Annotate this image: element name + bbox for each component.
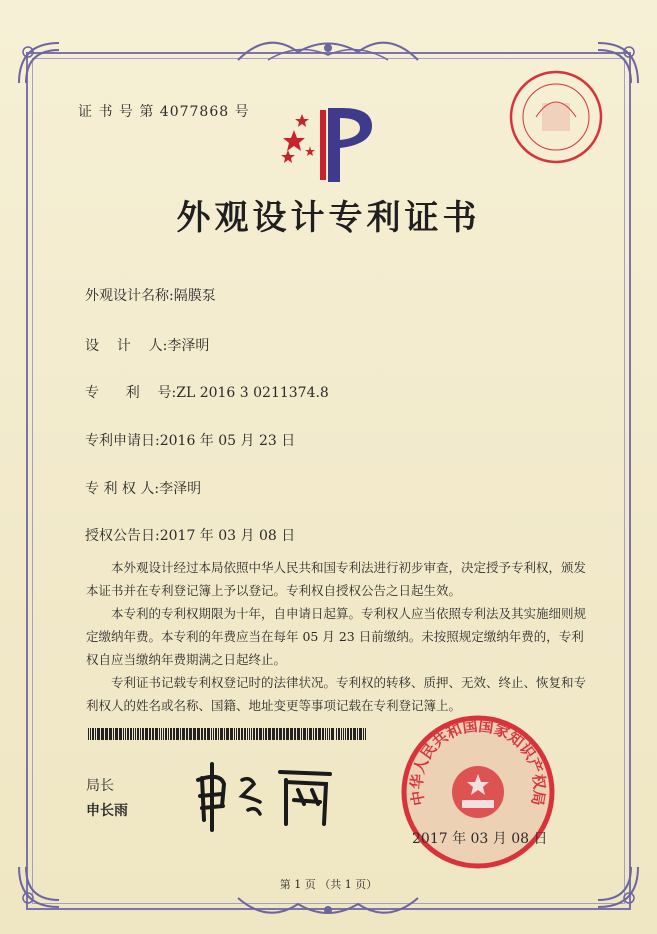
field-label: 专利申请日:	[85, 433, 160, 449]
field-designer	[85, 335, 209, 355]
field-application-date	[85, 430, 295, 450]
body-paragraph: 本外观设计经过本局依照中华人民共和国专利法进行初步审查，决定授予专利权，颁发本证书并在专利登记簿上予以登记。专利权自授权公告之日起生效。	[86, 560, 587, 598]
official-seal	[398, 712, 558, 872]
national-emblem-icon	[452, 766, 504, 818]
field-label: 授权公告日:	[85, 528, 160, 544]
patent-office-emblem-icon	[280, 100, 380, 185]
barcode	[88, 728, 366, 740]
body-paragraph: 专利证书记载专利权登记时的法律状况。专利权的转移、质押、无效、终止、恢复和专利权人的姓名或名称、国籍、地址变更等事项记载在专利登记簿上。	[86, 675, 587, 713]
director-title: 局长	[86, 778, 114, 794]
director-name: 申长雨	[86, 803, 128, 819]
field-design-name	[85, 285, 216, 305]
top-ornament	[228, 30, 428, 70]
field-label: 专 利 号:	[85, 385, 177, 401]
seal-text: 中华人民共和国国家知识产权局	[407, 716, 549, 807]
certificate-body	[86, 556, 586, 717]
field-patent-number	[85, 382, 329, 402]
field-value: 李泽明	[167, 338, 210, 354]
field-value: 李泽明	[159, 481, 202, 497]
bottom-ornament	[228, 894, 428, 926]
field-value: 2016 年 05 月 23 日	[159, 433, 296, 449]
body-paragraph: 本专利的专利权期限为十年，自申请日起算。专利权人应当依照专利法及其实施细则规定缴纳年费。本专利的年费应当在每年 05 月 23 日前缴纳。未按照规定缴纳年费的，专利权自应当缴纳年费期满之日起终止。	[86, 606, 587, 667]
field-grant-date	[85, 525, 295, 545]
certificate-number: 证 书 号 第 4077868 号	[78, 104, 250, 120]
field-label: 外观设计名称:	[85, 288, 174, 304]
certificate-title: 外观设计专利证书	[176, 198, 481, 238]
field-value: 隔膜泵	[173, 288, 216, 304]
tax-stamp	[506, 67, 606, 167]
field-patentee	[85, 478, 201, 498]
field-value: ZL 2016 3 0211374.8	[176, 385, 329, 401]
page-number: 第 1 页 （共 1 页）	[279, 878, 378, 891]
field-label: 专 利 权 人:	[85, 481, 160, 497]
field-value: 2017 年 03 月 08 日	[159, 528, 296, 544]
seal-date: 2017 年 03 月 08 日	[412, 831, 548, 847]
corner-ornament-tl	[14, 38, 64, 88]
director-signature	[190, 758, 340, 833]
stamp-text-block	[536, 102, 576, 131]
field-label: 设 计 人:	[85, 338, 168, 354]
